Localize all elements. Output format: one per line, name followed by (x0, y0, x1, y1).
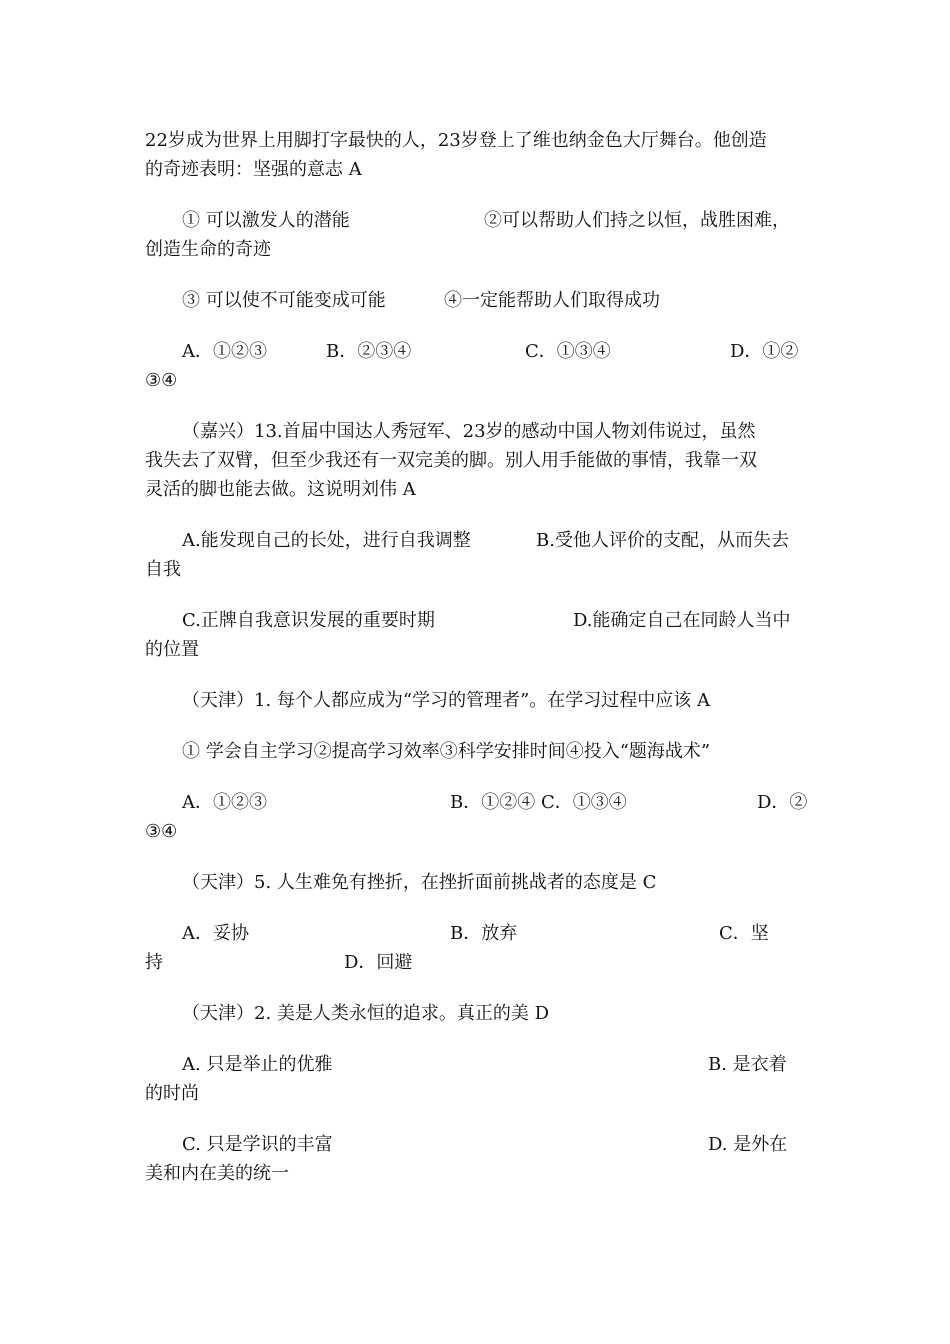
option-b: B. 是衣着 (708, 1054, 787, 1075)
option-d: D. 是外在 (708, 1134, 788, 1155)
question-stem-tianjin-1: （天津）1. 每个人都应成为“学习的管理者”。在学习过程中应该 A (182, 690, 711, 711)
option-b-c: B．①②④ C．①③④ (450, 792, 627, 813)
question-text-line: 我失去了双臂，但至少我还有一双完美的脚。别人用手能做的事情，我靠一双 (145, 450, 757, 471)
question-text-line: 的奇迹表明：坚强的意志 A (145, 159, 362, 180)
option-b: B.受他人评价的支配，从而失去 (536, 530, 789, 551)
question-stem-jiaxing: （嘉兴）13.首届中国达人秀冠军、23岁的感动中国人物刘伟说过，虽然 (182, 421, 756, 442)
option-b-continued: 的时尚 (145, 1083, 199, 1104)
question-stem-tianjin-2: （天津）2. 美是人类永恒的追求。真正的美 D (182, 1003, 550, 1024)
option-a: A．妥协 (182, 923, 249, 944)
statement-2: ②可以帮助人们持之以恒，战胜困难， (484, 210, 790, 231)
option-c: C．①③④ (525, 341, 611, 362)
option-d: D．①② (730, 341, 799, 362)
option-b-continued: 自我 (145, 559, 181, 580)
statement-4: ④一定能帮助人们取得成功 (444, 290, 660, 311)
option-d-continued: 美和内在美的统一 (145, 1163, 289, 1184)
statement-1: ① 可以激发人的潜能 (182, 210, 350, 231)
option-a: A.能发现自己的长处，进行自我调整 (182, 530, 471, 551)
option-a: A. 只是举止的优雅 (182, 1054, 333, 1075)
option-d: D．② (757, 792, 808, 813)
option-b: B．②③④ (326, 341, 412, 362)
statements-line: ① 学会自主学习②提高学习效率③科学安排时间④投入“题海战术” (182, 741, 711, 762)
option-a: A．①②③ (182, 792, 267, 813)
option-a: A．①②③ (182, 341, 267, 362)
option-c: C. 只是学识的丰富 (182, 1134, 333, 1155)
option-d: D.能确定自己在同龄人当中 (573, 610, 791, 631)
option-c-continued: 持 (145, 952, 163, 973)
statement-3: ③ 可以使不可能变成可能 (182, 290, 386, 311)
statement-2-continued: 创造生命的奇迹 (145, 239, 271, 260)
option-d: D．回避 (344, 952, 413, 973)
question-stem-tianjin-5: （天津）5. 人生难免有挫折，在挫折面前挑战者的态度是 C (182, 872, 657, 893)
option-d-continued: 的位置 (145, 639, 199, 660)
question-text-line: 22岁成为世界上用脚打字最快的人，23岁登上了维也纳金色大厅舞台。他创造 (145, 130, 767, 151)
option-d-continued: ③④ (145, 821, 178, 842)
option-d-continued: ③④ (145, 370, 178, 391)
option-c: C.正牌自我意识发展的重要时期 (182, 610, 435, 631)
question-text-line: 灵活的脚也能去做。这说明刘伟 A (145, 479, 416, 500)
option-c: C．坚 (719, 923, 769, 944)
option-b: B．放弃 (450, 923, 518, 944)
